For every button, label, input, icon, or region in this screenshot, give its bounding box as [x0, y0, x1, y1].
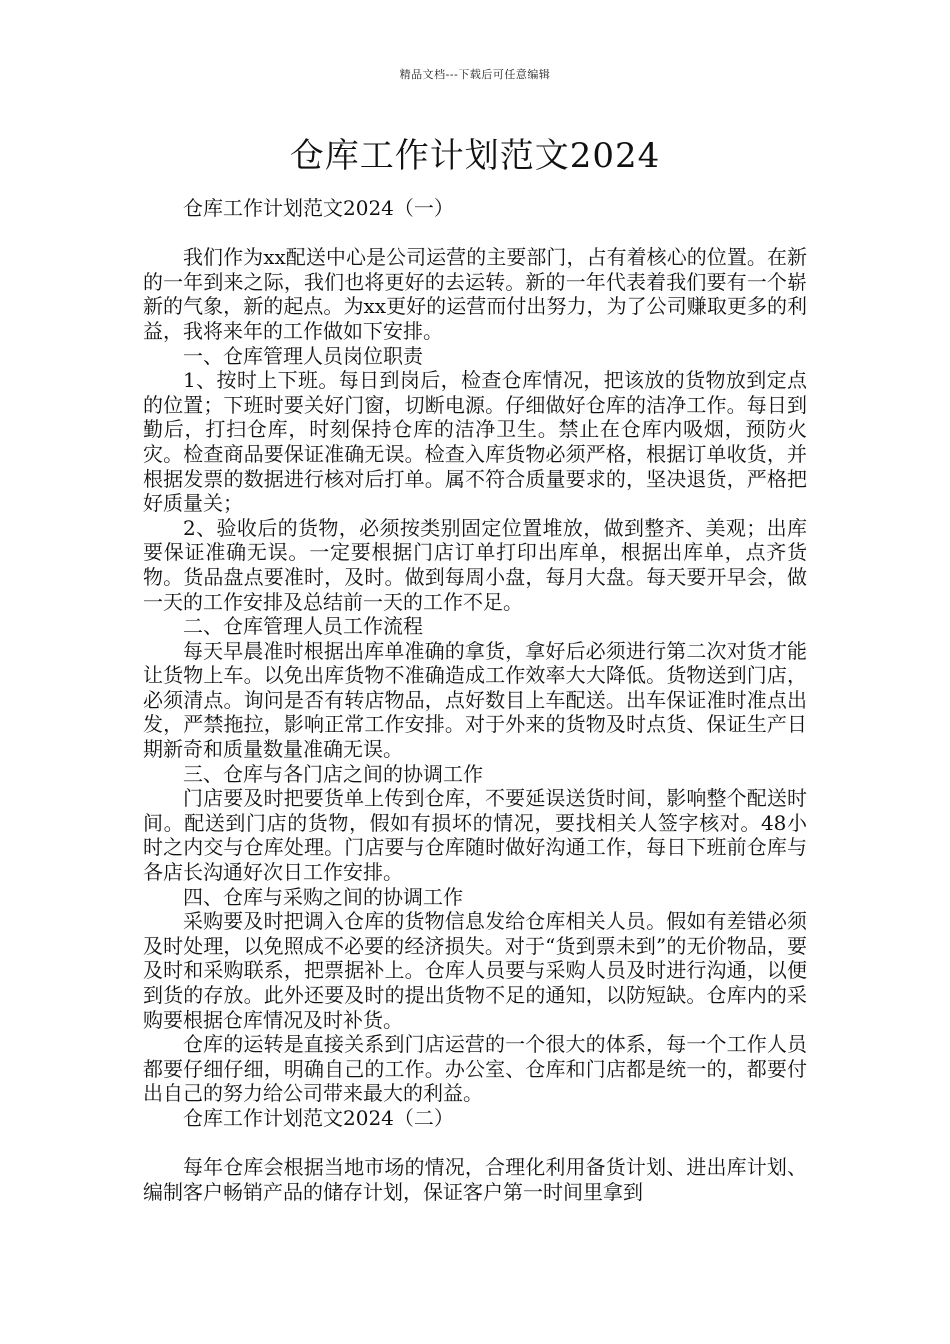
- paragraph: 1、按时上下班。每日到岗后，检查仓库情况，把该放的货物放到定点的位置；下班时要关好门窗，切断电源。仔细做好仓库的洁净工作。每日到勤后，打扫仓库，时刻保持仓库的洁净卫生。禁止在仓库内吸烟，预防火灾。检查商品要保证准确无误。检查入库货物必须严格，根据订单收货，并根据发票的数据进行核对后打单。属不符合质量要求的，坚决退货，严格把好质量关；: [143, 368, 807, 516]
- paragraph: 每天早晨准时根据出库单准确的拿货，拿好后必须进行第二次对货才能让货物上车。以免出库货物不准确造成工作效率大大降低。货物送到门店，必须清点。询问是否有转店物品，点好数目上车配送。出车保证准时准点出发，严禁拖拉，影响正常工作安排。对于外来的货物及时点货、保证生产日期新奇和质量数量准确无误。: [143, 638, 807, 762]
- paragraph: 2、验收后的货物，必须按类别固定位置堆放，做到整齐、美观；出库要保证准确无误。一定要根据门店订单打印出库单，根据出库单，点齐货物。货品盘点要准时，及时。做到每周小盘，每月大盘。每天要开早会，做一天的工作安排及总结前一天的工作不足。: [143, 515, 807, 614]
- subheading: 三、仓库与各门店之间的协调工作: [183, 761, 483, 786]
- subheading: 四、仓库与采购之间的协调工作: [183, 884, 463, 909]
- subheading: 一、仓库管理人员岗位职责: [183, 343, 423, 368]
- paragraph: 门店要及时把要货单上传到仓库，不要延误送货时间，影响整个配送时间。配送到门店的货物，假如有损坏的情况，要找相关人签字核对。48小时之内交与仓库处理。门店要与仓库随时做好沟通工作，每日下班前仓库与各店长沟通好次日工作安排。: [143, 786, 807, 885]
- section-heading-2: 仓库工作计划范文2024（二）: [183, 1105, 454, 1130]
- section-heading-1: 仓库工作计划范文2024（一）: [183, 196, 454, 220]
- subheading: 二、仓库管理人员工作流程: [183, 614, 423, 639]
- paragraph: 采购要及时把调入仓库的货物信息发给仓库相关人员。假如有差错必须及时处理，以免照成不必要的经济损失。对于“货到票未到”的无价物品，要及时和采购联系，把票据补上。仓库人员要与采购人员及时进行沟通，以便到货的存放。此外还要及时的提出货物不足的通知，以防短缺。仓库内的采购要根据仓库情况及时补货。: [143, 909, 807, 1032]
- document-title: 仓库工作计划范文2024: [289, 136, 661, 176]
- header-note: 精品文档---下载后可任意编辑: [399, 68, 551, 81]
- document-body: [143, 196, 807, 1204]
- paragraph: 每年仓库会根据当地市场的情况，合理化利用备货计划、进出库计划、编制客户畅销产品的储存计划，保证客户第一时间里拿到: [143, 1155, 807, 1204]
- paragraph: 仓库的运转是直接关系到门店运营的一个很大的体系，每一个工作人员都要仔细仔细，明确自己的工作。办公室、仓库和门店都是统一的，都要付出自己的努力给公司带来最大的利益。: [143, 1032, 807, 1106]
- paragraph: 我们作为xx配送中心是公司运营的主要部门，占有着核心的位置。在新的一年到来之际，我们也将更好的去运转。新的一年代表着我们要有一个崭新的气象，新的起点。为xx更好的运营而付出努力，为了公司赚取更多的利益，我将来年的工作做如下安排。: [143, 245, 807, 343]
